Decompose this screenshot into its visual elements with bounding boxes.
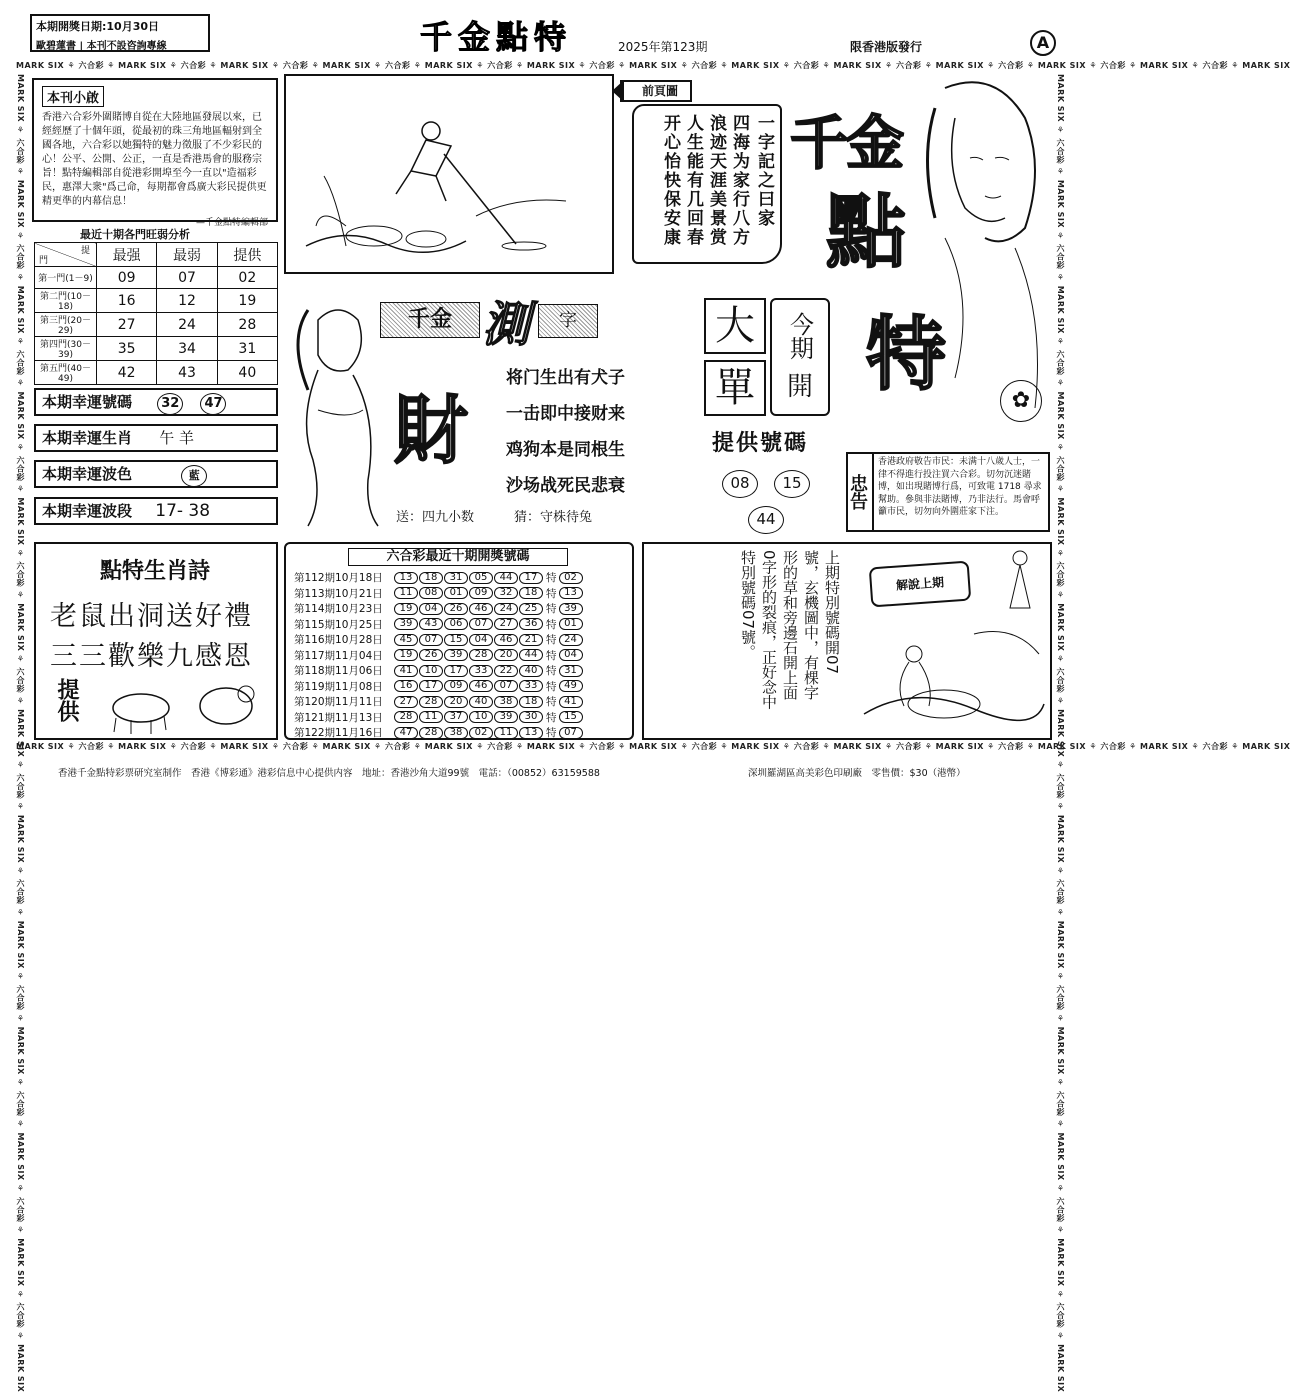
intro-signature: —千金點特編輯部 [195,218,268,228]
masthead-title: 千金點特 [420,18,573,56]
sub-line: 歐碧蓮書 | 本刊不設咨詢專線 [36,41,167,52]
zodiac-poem-provide: 提供 [54,678,79,722]
riddle-title-c: 字 [538,304,598,338]
table-row: 第四門(30－39) 35 34 31 [35,337,278,361]
lucky-zodiac-row [34,424,278,452]
table-row: 第113期10月21日 11 08 01 09 32 18 特 13 [294,586,584,602]
scholar-figure-illustration [994,548,1046,618]
stats-header-strong: 最强 [97,243,157,267]
footer-right: 深圳羅湖區高美彩色印刷廠 零售價：$30（港幣） [748,768,966,779]
edition-mark: A [1030,30,1056,56]
zodiac-poem-title: 點特生肖詩 [100,558,211,584]
riddle-title-b: 測 [482,297,531,353]
table-row: 第122期11月16日 47 28 38 02 11 13 特 07 [294,725,584,741]
riddle-title-a: 千金 [380,302,480,338]
stats-header-provide: 提供 [217,243,277,267]
brand-te: 特 [866,307,946,401]
lucky-segment-label: 本期幸運波段 [42,502,133,520]
table-row: 第112期10月18日 13 18 31 05 44 17 特 02 [294,570,584,586]
intro-body: 香港六合彩外圍賭博自從在大陸地區發展以來，已經經歷了十個年頭，從最初的珠三角地區輻射到全國各地，六合彩以她獨特的魅力徵服了不少彩民的心！公平、公開、公正，一直是香港馬會的服務宗旨！點特編輯部自從港彩開埠至今一直以"造福彩民，惠澤大衆"爲己命，每期都會爲廣大彩民提供更精更準的内幕信息！ [42,112,267,207]
poem-col-4: 人生能有几回春 [683,114,703,247]
brand-strip-left: MARK SIX ⚘ 六合彩 ⚘ MARK SIX ⚘ 六合彩 ⚘ MARK SIX ⚘ 六合彩 ⚘ MARK SIX ⚘ 六合彩 ⚘ MARK SIX ⚘ 六合彩 ⚘ MARK SIX ⚘ 六合彩 ⚘ MARK SIX ⚘ 六合彩 ⚘ MARK SIX ⚘ 六合彩 ⚘ MARK SIX ⚘ 六合彩 ⚘ MARK SIX ⚘ 六合彩 ⚘ MARK SIX ⚘ 六合彩 ⚘ MARK SIX ⚘ 六合彩 ⚘ MARK SIX [16,74,25,1392]
lucky-number-label: 本期幸運號碼 [42,393,133,411]
table-row: 第三門(20－29) 27 24 28 [35,313,278,337]
brand-strip-bottom: MARK SIX ⚘ 六合彩 ⚘ MARK SIX ⚘ 六合彩 ⚘ MARK SIX ⚘ 六合彩 ⚘ MARK SIX ⚘ 六合彩 ⚘ MARK SIX ⚘ 六合彩 ⚘ MARK SIX ⚘ 六合彩 ⚘ MARK SIX ⚘ 六合彩 ⚘ MARK SIX ⚘ 六合彩 ⚘ MARK SIX ⚘ 六合彩 ⚘ MARK SIX ⚘ 六合彩 ⚘ MARK SIX ⚘ 六合彩 ⚘ MARK SIX ⚘ 六合彩 ⚘ MARK SIX [16,742,1290,751]
lucky-zodiac-label: 本期幸運生肖 [42,429,133,447]
table-row: 第115期10月25日 39 43 06 07 27 36 特 01 [294,617,584,633]
lucky-segment-row [34,497,278,525]
results-list [294,570,584,741]
limited-edition: 限香港版發行 [850,40,923,54]
dadan-num-1: 08 [722,470,758,498]
poem-scroll [632,104,782,264]
lucky-number-row [34,388,278,416]
zodiac-poem-line-2: 三三歡樂九感恩 [50,641,253,672]
analysis-text [738,550,842,740]
lucky-color-row [34,460,278,488]
brand-dian: 點 [826,185,906,279]
table-row: 第118期11月06日 41 10 17 33 22 40 特 31 [294,663,584,679]
stats-corner: 提 門 [35,243,97,267]
poem-col-1: 一字記之曰家 [754,114,774,228]
table-row: 第121期11月13日 28 11 37 10 39 30 特 15 [294,710,584,726]
analysis-col-5: 特別號碼07號。 [739,550,757,660]
dadan-char-2: 單 [704,360,766,416]
date-box [30,14,210,52]
riddle-line-4: 沙场战死民悲衰 [506,476,625,496]
intro-title: 本刊小啟 [42,86,104,107]
lucky-segment-value: 17- 38 [155,501,211,521]
zodiac-poem-box [34,542,278,740]
footer-left: 香港千金點特彩票研究室制作 香港《博彩通》港彩信息中心提供内容 地址：香港沙角大道99號 電話：（00852）63159588 [58,768,600,779]
poem-col-2: 四海为家行八方 [729,114,749,247]
analysis-box [642,542,1052,740]
analysis-col-4: 0字形的裂痕，正好念中 [760,550,778,710]
animal-illustrations [96,680,266,736]
dadan-num-3: 44 [748,506,784,534]
stats-header-weak: 最弱 [157,243,217,267]
brand-strip-top: MARK SIX ⚘ 六合彩 ⚘ MARK SIX ⚘ 六合彩 ⚘ MARK SIX ⚘ 六合彩 ⚘ MARK SIX ⚘ 六合彩 ⚘ MARK SIX ⚘ 六合彩 ⚘ MARK SIX ⚘ 六合彩 ⚘ MARK SIX ⚘ 六合彩 ⚘ MARK SIX ⚘ 六合彩 ⚘ MARK SIX ⚘ 六合彩 ⚘ MARK SIX ⚘ 六合彩 ⚘ MARK SIX ⚘ 六合彩 ⚘ MARK SIX ⚘ 六合彩 ⚘ MARK SIX [16,61,1290,70]
arrow-left-icon [612,80,624,102]
dadan-side-box [770,298,830,416]
dadan-this-issue: 今期 [785,312,814,360]
zodiac-poem-line-1: 老鼠出洞送好禮 [50,601,253,632]
poem-col-3: 浪迹天涯美景赏 [706,114,726,247]
table-row: 第117期11月04日 19 26 39 28 20 44 特 04 [294,648,584,664]
woman-portrait-illustration [915,78,1055,418]
riddle-line-3: 鸡狗本是同根生 [506,440,625,460]
table-row: 第五門(40－49) 42 43 40 [35,361,278,385]
riddle-line-1: 将门生出有犬子 [506,368,625,388]
lucky-zodiac-value: 午 羊 [159,429,195,447]
dadan-num-2: 15 [774,470,810,498]
riddle-send: 送：四九小数 [396,510,475,525]
table-row: 第120期11月11日 27 28 20 40 38 18 特 41 [294,694,584,710]
analysis-scroll-label: 解說上期 [869,561,972,608]
lucky-number-1: 32 [157,393,183,415]
draw-date: 本期開獎日期:10月30日 [36,20,160,33]
brand-strip-right: MARK SIX ⚘ 六合彩 ⚘ MARK SIX ⚘ 六合彩 ⚘ MARK SIX ⚘ 六合彩 ⚘ MARK SIX ⚘ 六合彩 ⚘ MARK SIX ⚘ 六合彩 ⚘ MARK SIX ⚘ 六合彩 ⚘ MARK SIX ⚘ 六合彩 ⚘ MARK SIX ⚘ 六合彩 ⚘ MARK SIX ⚘ 六合彩 ⚘ MARK SIX ⚘ 六合彩 ⚘ MARK SIX ⚘ 六合彩 ⚘ MARK SIX ⚘ 六合彩 ⚘ MARK SIX [1056,74,1065,1392]
lucky-number-2: 47 [200,393,226,415]
bauhinia-emblem-icon: ✿ [1000,380,1042,422]
intro-box [32,78,278,228]
notice-text: 香港政府敬告市民：未满十八歲人士，一律不得進行投注買六合彩。切勿沉迷賭博，如出現賭博行爲，可致電 1718 尋求幫助。參與非法賭博，乃非法行。馬會呼籲市民，切勿向外圍莊家下注。 [874,452,1050,532]
lucky-color-value: 藍 [181,465,207,487]
illustration-box [284,74,614,274]
prev-page-tag: 前頁圖 [620,80,692,102]
poem-col-5: 开心怡快保安康 [660,114,680,247]
lucky-color-label: 本期幸運波色 [42,465,133,483]
table-row: 第116期10月28日 45 07 15 04 46 21 特 24 [294,632,584,648]
analysis-col-3: 形的草和旁邊石開上面 [781,550,799,700]
riddle-lines [506,360,625,504]
table-row: 第二門(10－18) 16 12 19 [35,289,278,313]
notice-side: 忠告 [846,452,874,532]
table-row: 第119期11月08日 16 17 09 46 07 33 特 49 [294,679,584,695]
edition-number: 2025年第123期 [618,40,708,54]
analysis-col-1: 上期特別號碼開07 [823,550,841,675]
table-row: 第一門(1－9) 09 07 02 [35,267,278,289]
riddle-char: 財 [394,388,468,474]
stats-table [34,242,278,385]
previous-puzzle-illustration [854,614,1049,736]
results-box [284,542,634,740]
dadan-open: 開 [786,372,813,402]
dadan-provide: 提供號碼 [712,431,809,456]
table-row: 第114期10月23日 19 04 26 46 24 25 特 39 [294,601,584,617]
results-title: 六合彩最近十期開獎號碼 [348,548,568,566]
dadan-char-1: 大 [704,298,766,354]
stats-title: 最近十期各門旺弱分析 [80,228,190,241]
riddle-guess: 猜：守株待兔 [514,510,593,525]
riddle-line-2: 一击即中接财来 [506,404,625,424]
analysis-col-2: 號，玄機圖中，有棵字 [802,550,820,700]
brand-qian-jin: 千金 [790,109,903,177]
fishing-man-illustration [286,76,612,272]
